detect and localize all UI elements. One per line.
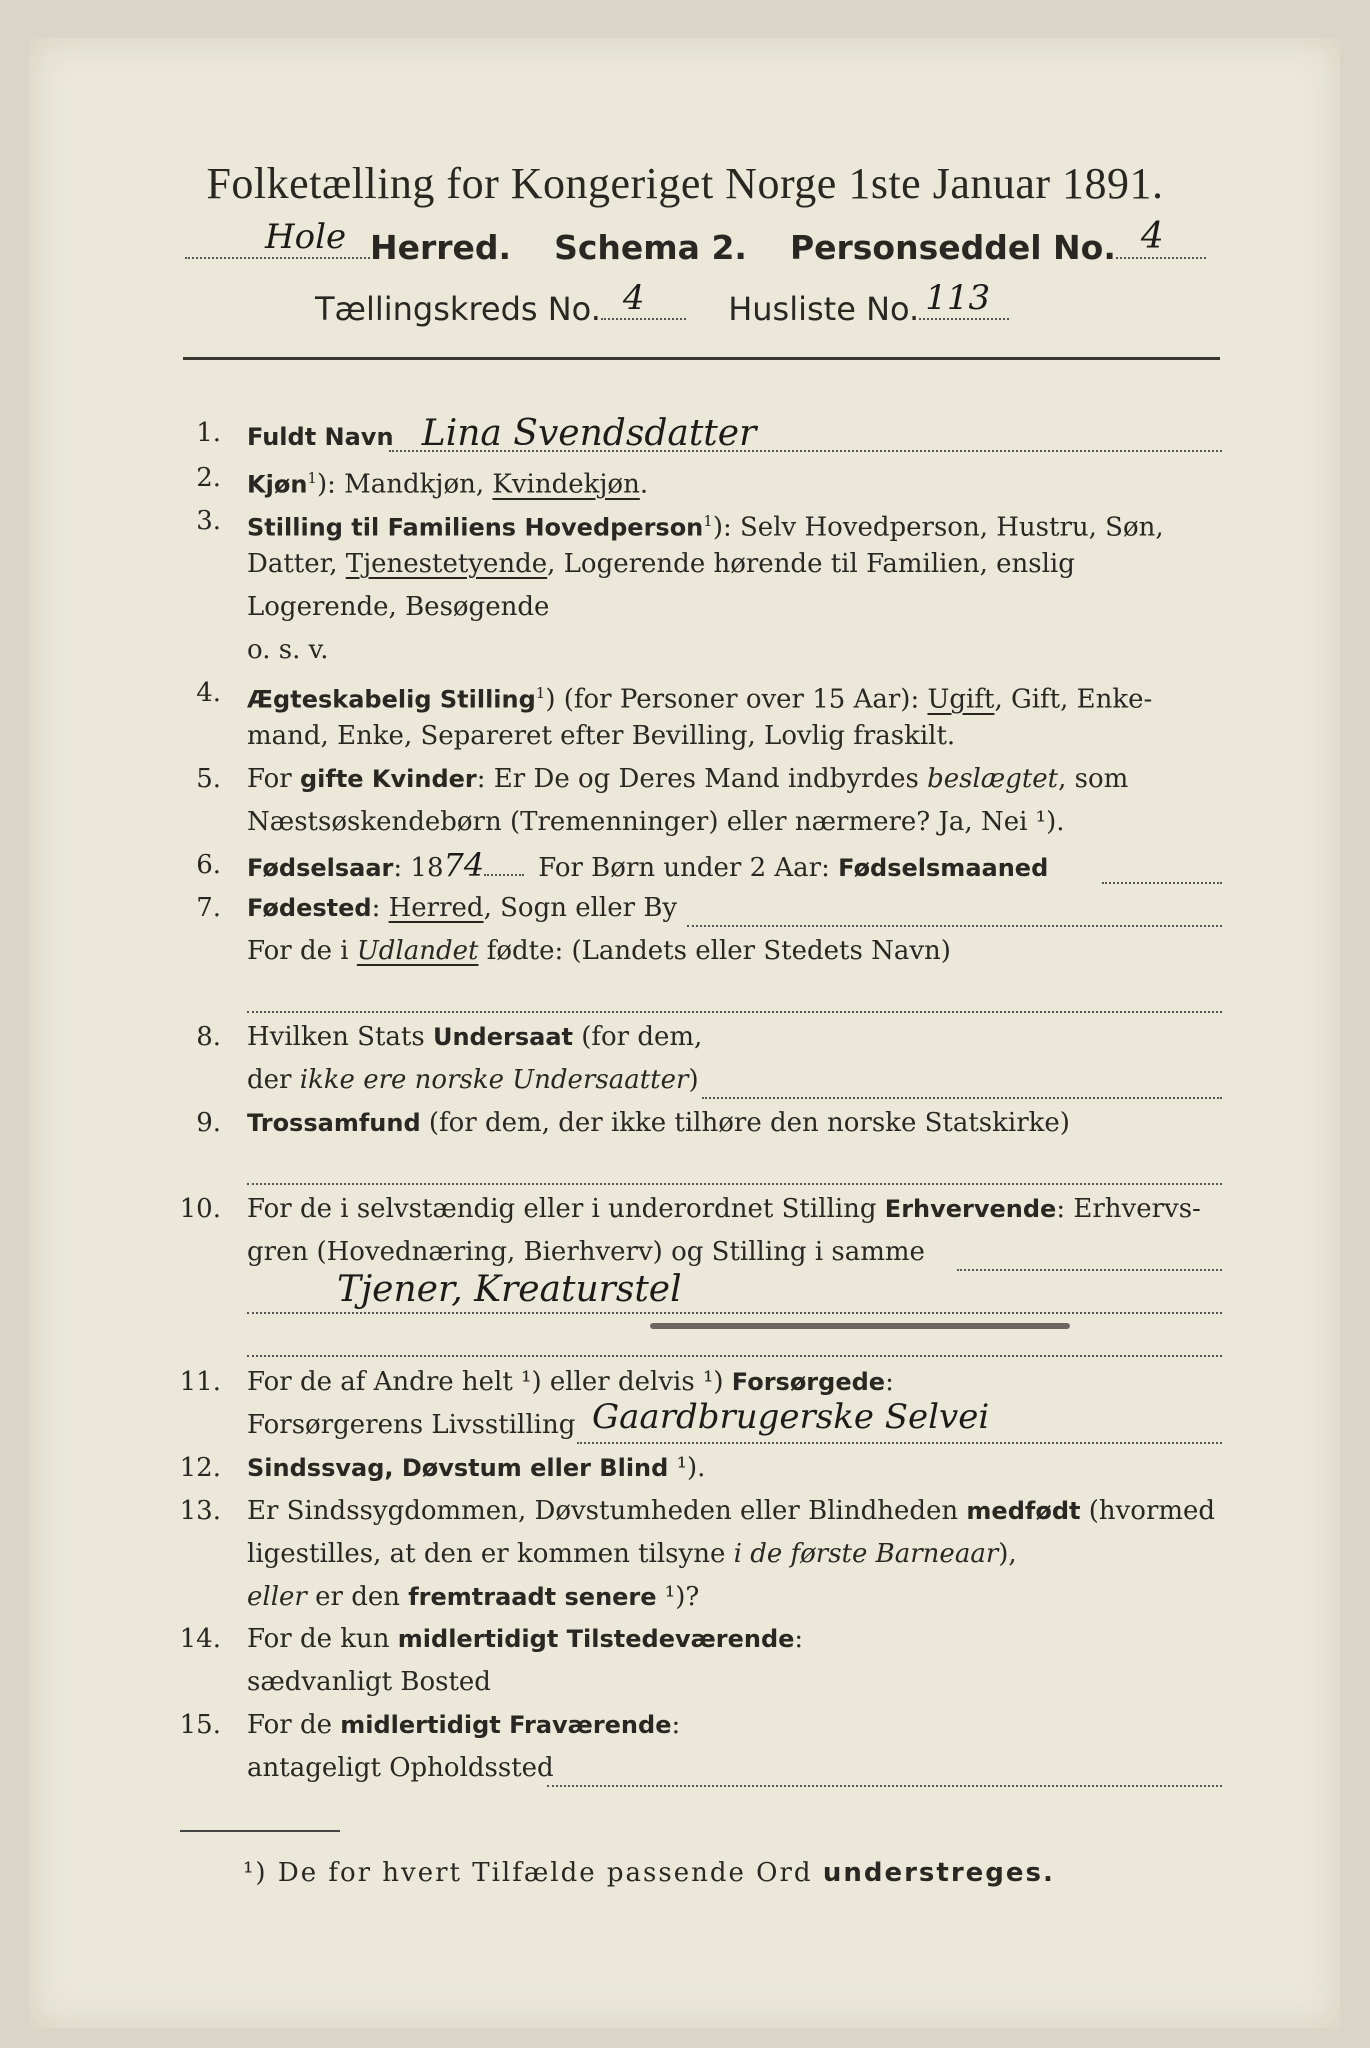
- disability-text: ¹).: [668, 1453, 706, 1483]
- birthplace-label: Fødested: [247, 894, 372, 922]
- abroad-underlined: Udlandet: [356, 936, 479, 966]
- herred-label: Herred.: [370, 228, 512, 267]
- footnote-ref: 1: [703, 512, 713, 530]
- kreds-value: 4: [622, 278, 645, 318]
- sex-text: ): Mandkjøn,: [316, 469, 493, 500]
- congenital-text: i de første Barneaar: [733, 1539, 999, 1569]
- temp-absent-label: midlertidigt Fraværende: [340, 1711, 672, 1739]
- kin-text: Næstsøskendebørn (Tremenninger) eller nærmere? Ja, Nei ¹).: [247, 807, 1065, 837]
- footnote: [243, 1858, 1055, 1888]
- congenital-text: ¹)?: [656, 1582, 700, 1612]
- position-text: Datter,: [247, 549, 346, 579]
- provider-text: Forsørgerens Livsstilling: [247, 1410, 576, 1440]
- dependent-text: For de af Andre helt ¹) eller delvis ¹): [247, 1367, 732, 1397]
- abroad-text: fødte: (Landets eller Stedets Navn): [478, 936, 951, 966]
- item-number: 14.: [179, 1624, 221, 1654]
- item-number: 5.: [196, 764, 221, 794]
- citizenship-fill: [702, 1067, 1222, 1099]
- birth-year-value: 74: [443, 846, 485, 884]
- birth-month-label: Fødselsmaaned: [838, 854, 1049, 882]
- personseddel-value: 4: [1140, 216, 1164, 257]
- personseddel-fill: [1116, 216, 1206, 259]
- religion-fill: [247, 1153, 1222, 1185]
- temp-present-text: :: [794, 1624, 804, 1654]
- marital-underlined-option: Ugift: [927, 684, 995, 715]
- birthplace-fill: [687, 895, 1222, 927]
- birth-year-prefix: : 18: [393, 853, 444, 883]
- item-number: 6.: [196, 850, 221, 880]
- kreds-fill: [601, 278, 686, 320]
- occupation-text: : Erhvervs-: [1056, 1194, 1201, 1224]
- husliste-fill: [919, 278, 1009, 320]
- abroad-text: For de i: [247, 936, 357, 966]
- item-number: 10.: [179, 1194, 221, 1224]
- sex-text-end: .: [639, 469, 649, 500]
- birthplace-text: , Sogn eller By: [483, 893, 678, 923]
- kin-text: , som: [1058, 764, 1129, 794]
- citizenship-text: der: [247, 1065, 300, 1095]
- position-text: , Logerende hørende til Familien, enslig: [547, 549, 1075, 579]
- item-number: 3.: [196, 506, 221, 536]
- citizenship-text: ): [688, 1065, 699, 1095]
- kin-text: : Er De og Deres Mand indbyrdes: [476, 764, 928, 794]
- herred-value: Hole: [265, 217, 347, 257]
- schema-label: Schema 2.: [554, 228, 747, 267]
- citizenship-text: ikke ere norske Undersaatter: [299, 1065, 689, 1095]
- temp-present-label: midlertidigt Tilstedeværende: [397, 1625, 795, 1653]
- congenital-text: (hvormed: [1080, 1496, 1216, 1526]
- religion-label: Trossamfund: [247, 1109, 421, 1137]
- temp-absent-text: :: [671, 1710, 681, 1740]
- occupation-value: Tjener, Kreaturstel: [337, 1269, 682, 1310]
- temp-present-text: For de kun: [247, 1624, 398, 1654]
- occupation-label: Erhvervende: [884, 1195, 1057, 1223]
- marital-text: mand, Enke, Separeret efter Bevilling, Lovlig fraskilt.: [247, 721, 956, 751]
- married-women-label: gifte Kvinder: [299, 765, 477, 793]
- position-label: Stilling til Familiens Hovedperson: [247, 513, 704, 542]
- kreds-line: [315, 278, 1115, 334]
- usual-residence-text: sædvanligt Bosted: [247, 1667, 491, 1697]
- citizenship-text: (for dem,: [572, 1022, 703, 1052]
- item-number: 4.: [196, 678, 221, 708]
- sex-underlined-option: Kvindekjøn: [492, 469, 640, 500]
- occupation-text: gren (Hovednæring, Bierhverv) og Stilling i samme: [247, 1237, 925, 1267]
- item-number: 11.: [179, 1367, 221, 1397]
- occupation-fill-3: [247, 1325, 1222, 1357]
- footnote-emphasis: understreges.: [822, 1858, 1055, 1888]
- footnote-ref: 1: [535, 684, 546, 702]
- marital-text: ) (for Personer over 15 Aar):: [545, 684, 928, 715]
- item-number: 9.: [196, 1108, 221, 1138]
- probable-stay-fill: [547, 1755, 1222, 1787]
- herred-fill: [185, 217, 370, 259]
- item-number: 15.: [179, 1710, 221, 1740]
- kin-text: beslægtet: [927, 764, 1059, 794]
- herred-line: [185, 216, 1220, 272]
- later-onset-label: fremtraadt senere: [408, 1583, 657, 1611]
- congenital-text: Er Sindssygdommen, Døvstumheden eller Blindheden: [247, 1496, 967, 1526]
- footnote-rule: [180, 1830, 340, 1832]
- occupation-text: For de i selvstændig eller i underordnet Stilling: [247, 1194, 885, 1224]
- birth-month-text: For Børn under 2 Aar:: [538, 853, 839, 883]
- item-number: 8.: [196, 1022, 221, 1052]
- item-number: 7.: [196, 893, 221, 923]
- birth-year-label: Fødselsaar: [247, 854, 394, 882]
- personseddel-label: Personseddel No.: [789, 228, 1116, 267]
- husliste-value: 113: [925, 278, 991, 318]
- congenital-text: ligestilles, at den er kommen tilsyne: [247, 1539, 734, 1569]
- pen-stroke: [650, 1323, 1070, 1329]
- form-title: Folketælling for Kongeriget Norge 1ste Januar 1891.: [206, 159, 1164, 208]
- position-text: Logerende, Besøgende: [247, 592, 550, 622]
- footnote-mark: ¹): [243, 1858, 268, 1888]
- probable-stay-text: antageligt Opholdssted: [247, 1753, 554, 1783]
- occupation-fill-1: [957, 1239, 1222, 1271]
- birth-year-fill: [484, 874, 524, 876]
- item-number: 2.: [196, 463, 221, 493]
- citizenship-label: Undersaat: [432, 1023, 573, 1051]
- kin-text: For: [247, 764, 300, 794]
- husliste-label: Husliste No.: [728, 290, 920, 328]
- item-number: 12.: [179, 1453, 221, 1483]
- position-underlined-option: Tjenestetyende: [345, 549, 548, 579]
- birth-month-fill: [1102, 852, 1222, 884]
- disability-label: Sindssvag, Døvstum eller Blind: [247, 1454, 669, 1482]
- birthplace-underlined-option: Herred: [388, 893, 484, 923]
- header-rule: [183, 357, 1220, 360]
- footnote-text: De for hvert Tilfælde passende Ord: [267, 1858, 823, 1888]
- name-label: Fuldt Navn: [247, 423, 394, 451]
- item-number: 13.: [179, 1496, 221, 1526]
- sex-label: Kjøn: [247, 470, 308, 499]
- position-text: o. s. v.: [247, 635, 329, 665]
- religion-text: (for dem, der ikke tilhøre den norske Statskirke): [420, 1108, 1070, 1138]
- congenital-text: ),: [998, 1539, 1017, 1569]
- dependent-label: Forsørgede: [731, 1368, 886, 1396]
- congenital-text: er den: [306, 1582, 409, 1612]
- footnote-ref: 1: [307, 469, 317, 487]
- marital-text: , Gift, Enke-: [994, 684, 1153, 715]
- birthplace-text: :: [371, 893, 389, 923]
- congenital-label: medfødt: [966, 1497, 1081, 1525]
- abroad-fill: [247, 981, 1222, 1013]
- dependent-text: :: [885, 1367, 894, 1397]
- item-number: 1.: [196, 418, 221, 448]
- provider-value: Gaardbrugerske Selvei: [592, 1397, 990, 1437]
- name-fill: [389, 420, 1222, 452]
- congenital-text: eller: [247, 1582, 307, 1612]
- kreds-label: Tællingskreds No.: [315, 290, 601, 328]
- name-value: Lina Svendsdatter: [421, 413, 757, 454]
- temp-absent-text: For de: [247, 1710, 341, 1740]
- citizenship-text: Hvilken Stats: [247, 1022, 433, 1052]
- marital-label: Ægteskabelig Stilling: [247, 685, 536, 714]
- position-text: ): Selv Hovedperson, Hustru, Søn,: [712, 512, 1164, 543]
